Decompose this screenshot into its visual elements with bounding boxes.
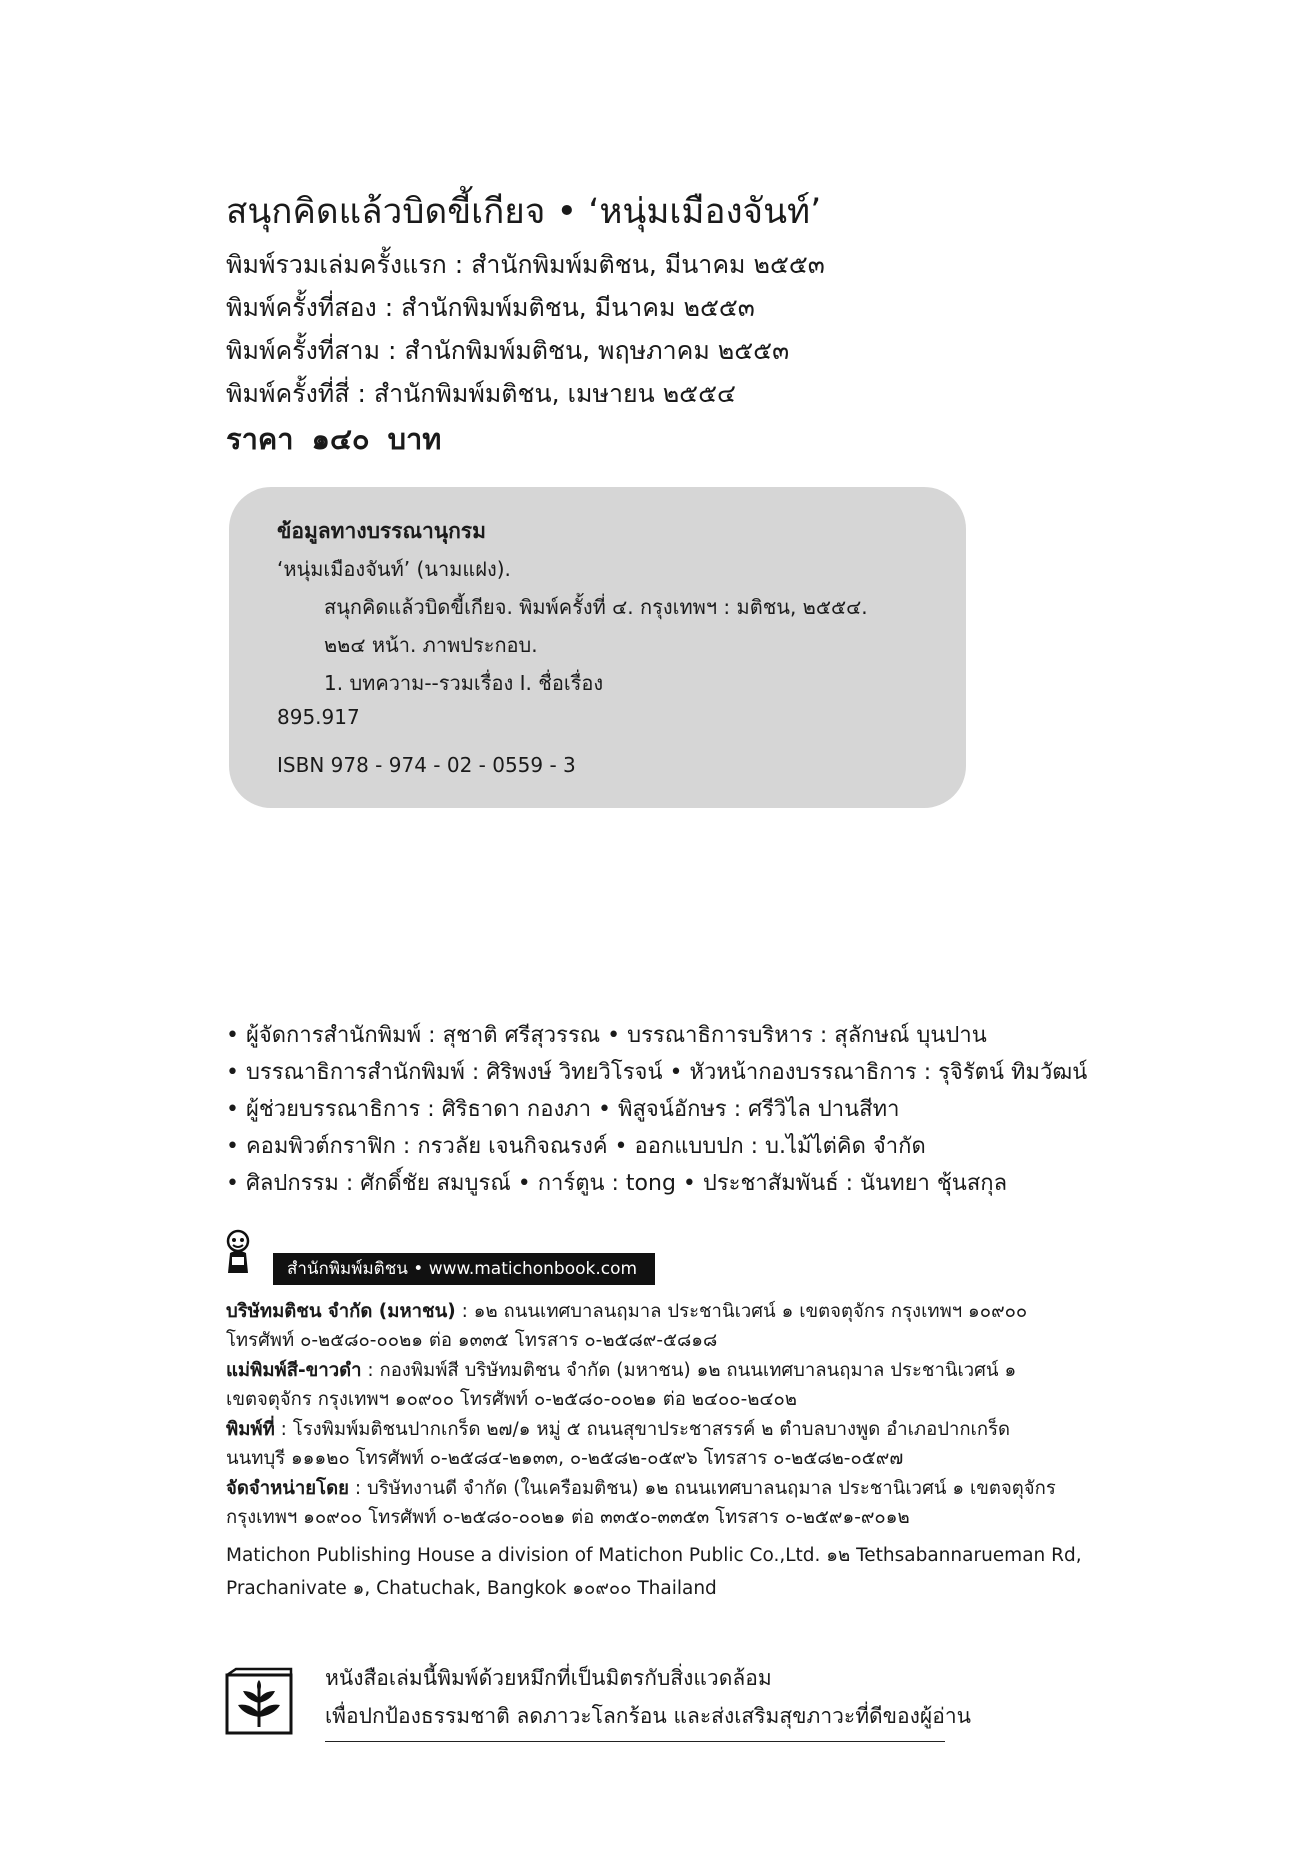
credit-line: • บรรณาธิการสำนักพิมพ์ : ศิริพงษ์ วิทยวิโรจน์ • หัวหน้ากองบรรณาธิการ : รุจิรัตน์ ทิมวัฒน์: [226, 1060, 1088, 1085]
publisher-info-line: นนทบุรี ๑๑๑๒๐ โทรศัพท์ ๐-๒๕๘๔-๒๑๓๓, ๐-๒๕๘๒-๐๕๙๖ โทรสาร ๐-๒๕๘๒-๐๕๙๗: [226, 1448, 904, 1469]
edition-line: พิมพ์รวมเล่มครั้งแรก : สำนักพิมพ์มติชน, มีนาคม ๒๕๕๓: [226, 250, 825, 279]
credit-line: • ศิลปกรรม : ศักดิ์ชัย สมบูรณ์ • การ์ตูน : tong • ประชาสัมพันธ์ : นันทยา ชุ้นสกุล: [226, 1171, 1008, 1196]
catalog-description: สนุกคิดแล้วบิดขี้เกียจ. พิมพ์ครั้งที่ ๔. กรุงเทพฯ : มติชน, ๒๕๕๔.: [324, 595, 868, 619]
price-unit: บาท: [387, 422, 442, 456]
catalog-subject: 1. บทความ--รวมเรื่อง I. ชื่อเรื่อง: [324, 671, 604, 695]
eco-book-icon: [224, 1667, 294, 1737]
publisher-info-line: กรุงเทพฯ ๑๐๙๐๐ โทรศัพท์ ๐-๒๕๘๐-๐๐๒๑ ต่อ ๓๓๕๐-๓๓๕๓ โทรสาร ๐-๒๕๙๑-๙๐๑๒: [226, 1507, 910, 1528]
mascot-logo-icon: [224, 1229, 252, 1277]
publisher-banner: สำนักพิมพ์มติชน • www.matichonbook.com: [273, 1253, 655, 1285]
credit-line: • คอมพิวต์กราฟิก : กรวลัย เจนกิจณรงค์ • ออกแบบปก : บ.ไม้ไต่คิด จำกัด: [226, 1134, 926, 1159]
eco-underline: [325, 1741, 945, 1742]
credit-line: • ผู้จัดการสำนักพิมพ์ : สุชาติ ศรีสุวรรณ • บรรณาธิการบริหาร : สุลักษณ์ บุนปาน: [226, 1023, 987, 1048]
publisher-info-line: โทรศัพท์ ๐-๒๕๘๐-๐๐๒๑ ต่อ ๑๓๓๕ โทรสาร ๐-๒๕๘๙-๕๘๑๘: [226, 1330, 718, 1351]
publisher-info-line: บริษัทมติชน จำกัด (มหาชน) : ๑๒ ถนนเทศบาลนฤมาล ประชานิเวศน์ ๑ เขตจตุจักร กรุงเทพฯ ๑๐๙๐๐: [226, 1301, 1028, 1322]
price-line: [226, 416, 459, 462]
eco-note-line: เพื่อปกป้องธรรมชาติ ลดภาวะโลกร้อน และส่งเสริมสุขภาวะที่ดีของผู้อ่าน: [325, 1704, 971, 1728]
catalog-pages: ๒๒๔ หน้า. ภาพประกอบ.: [324, 633, 538, 657]
publisher-info-line: พิมพ์ที่ : โรงพิมพ์มติชนปากเกร็ด ๒๗/๑ หมู่ ๕ ถนนสุขาประชาสรรค์ ๒ ตำบลบางพูด อำเภอปากเกร็ด: [226, 1419, 1011, 1440]
credit-line: • ผู้ช่วยบรรณาธิการ : ศิริธาดา กองภา • พิสูจน์อักษร : ศรีวิไล ปานสีทา: [226, 1097, 900, 1122]
catalog-author: ‘หนุ่มเมืองจันท์’ (นามแฝง).: [277, 557, 511, 581]
publisher-info-line: Matichon Publishing House a division of Matichon Public Co.,Ltd. ๑๒ Tethsabannarueman Rd,: [226, 1545, 1082, 1566]
publisher-info-line: แม่พิมพ์สี-ขาวดำ : กองพิมพ์สี บริษัทมติชน จำกัด (มหาชน) ๑๒ ถนนเทศบาลนฤมาล ประชานิเวศน์ ๑: [226, 1360, 1017, 1381]
catalog-classification: 895.917: [277, 705, 360, 729]
publisher-info-line: เขตจตุจักร กรุงเทพฯ ๑๐๙๐๐ โทรศัพท์ ๐-๒๕๘๐-๐๐๒๑ ต่อ ๒๔๐๐-๒๔๐๒: [226, 1389, 797, 1410]
catalog-isbn: ISBN 978 - 974 - 02 - 0559 - 3: [277, 753, 576, 777]
price-label: ราคา: [226, 422, 294, 456]
edition-line: พิมพ์ครั้งที่สอง : สำนักพิมพ์มติชน, มีนาคม ๒๕๕๓: [226, 293, 755, 322]
edition-line: พิมพ์ครั้งที่สาม : สำนักพิมพ์มติชน, พฤษภาคม ๒๕๕๓: [226, 336, 790, 365]
catalog-heading: ข้อมูลทางบรรณานุกรม: [277, 519, 486, 543]
book-title: สนุกคิดแล้วบิดขี้เกียจ • ‘หนุ่มเมืองจันท์’: [226, 192, 822, 232]
edition-line: พิมพ์ครั้งที่สี่ : สำนักพิมพ์มติชน, เมษายน ๒๕๕๔: [226, 379, 736, 408]
price-amount: ๑๔๐: [311, 422, 370, 456]
publisher-info-line: Prachanivate ๑, Chatuchak, Bangkok ๑๐๙๐๐ Thailand: [226, 1578, 717, 1599]
publisher-info-line: จัดจำหน่ายโดย : บริษัทงานดี จำกัด (ในเครือมติชน) ๑๒ ถนนเทศบาลนฤมาล ประชานิเวศน์ ๑ เขตจตุจักร: [226, 1478, 1056, 1499]
eco-note-line: หนังสือเล่มนี้พิมพ์ด้วยหมึกที่เป็นมิตรกับสิ่งแวดล้อม: [325, 1666, 772, 1690]
cataloging-box: [229, 487, 966, 808]
